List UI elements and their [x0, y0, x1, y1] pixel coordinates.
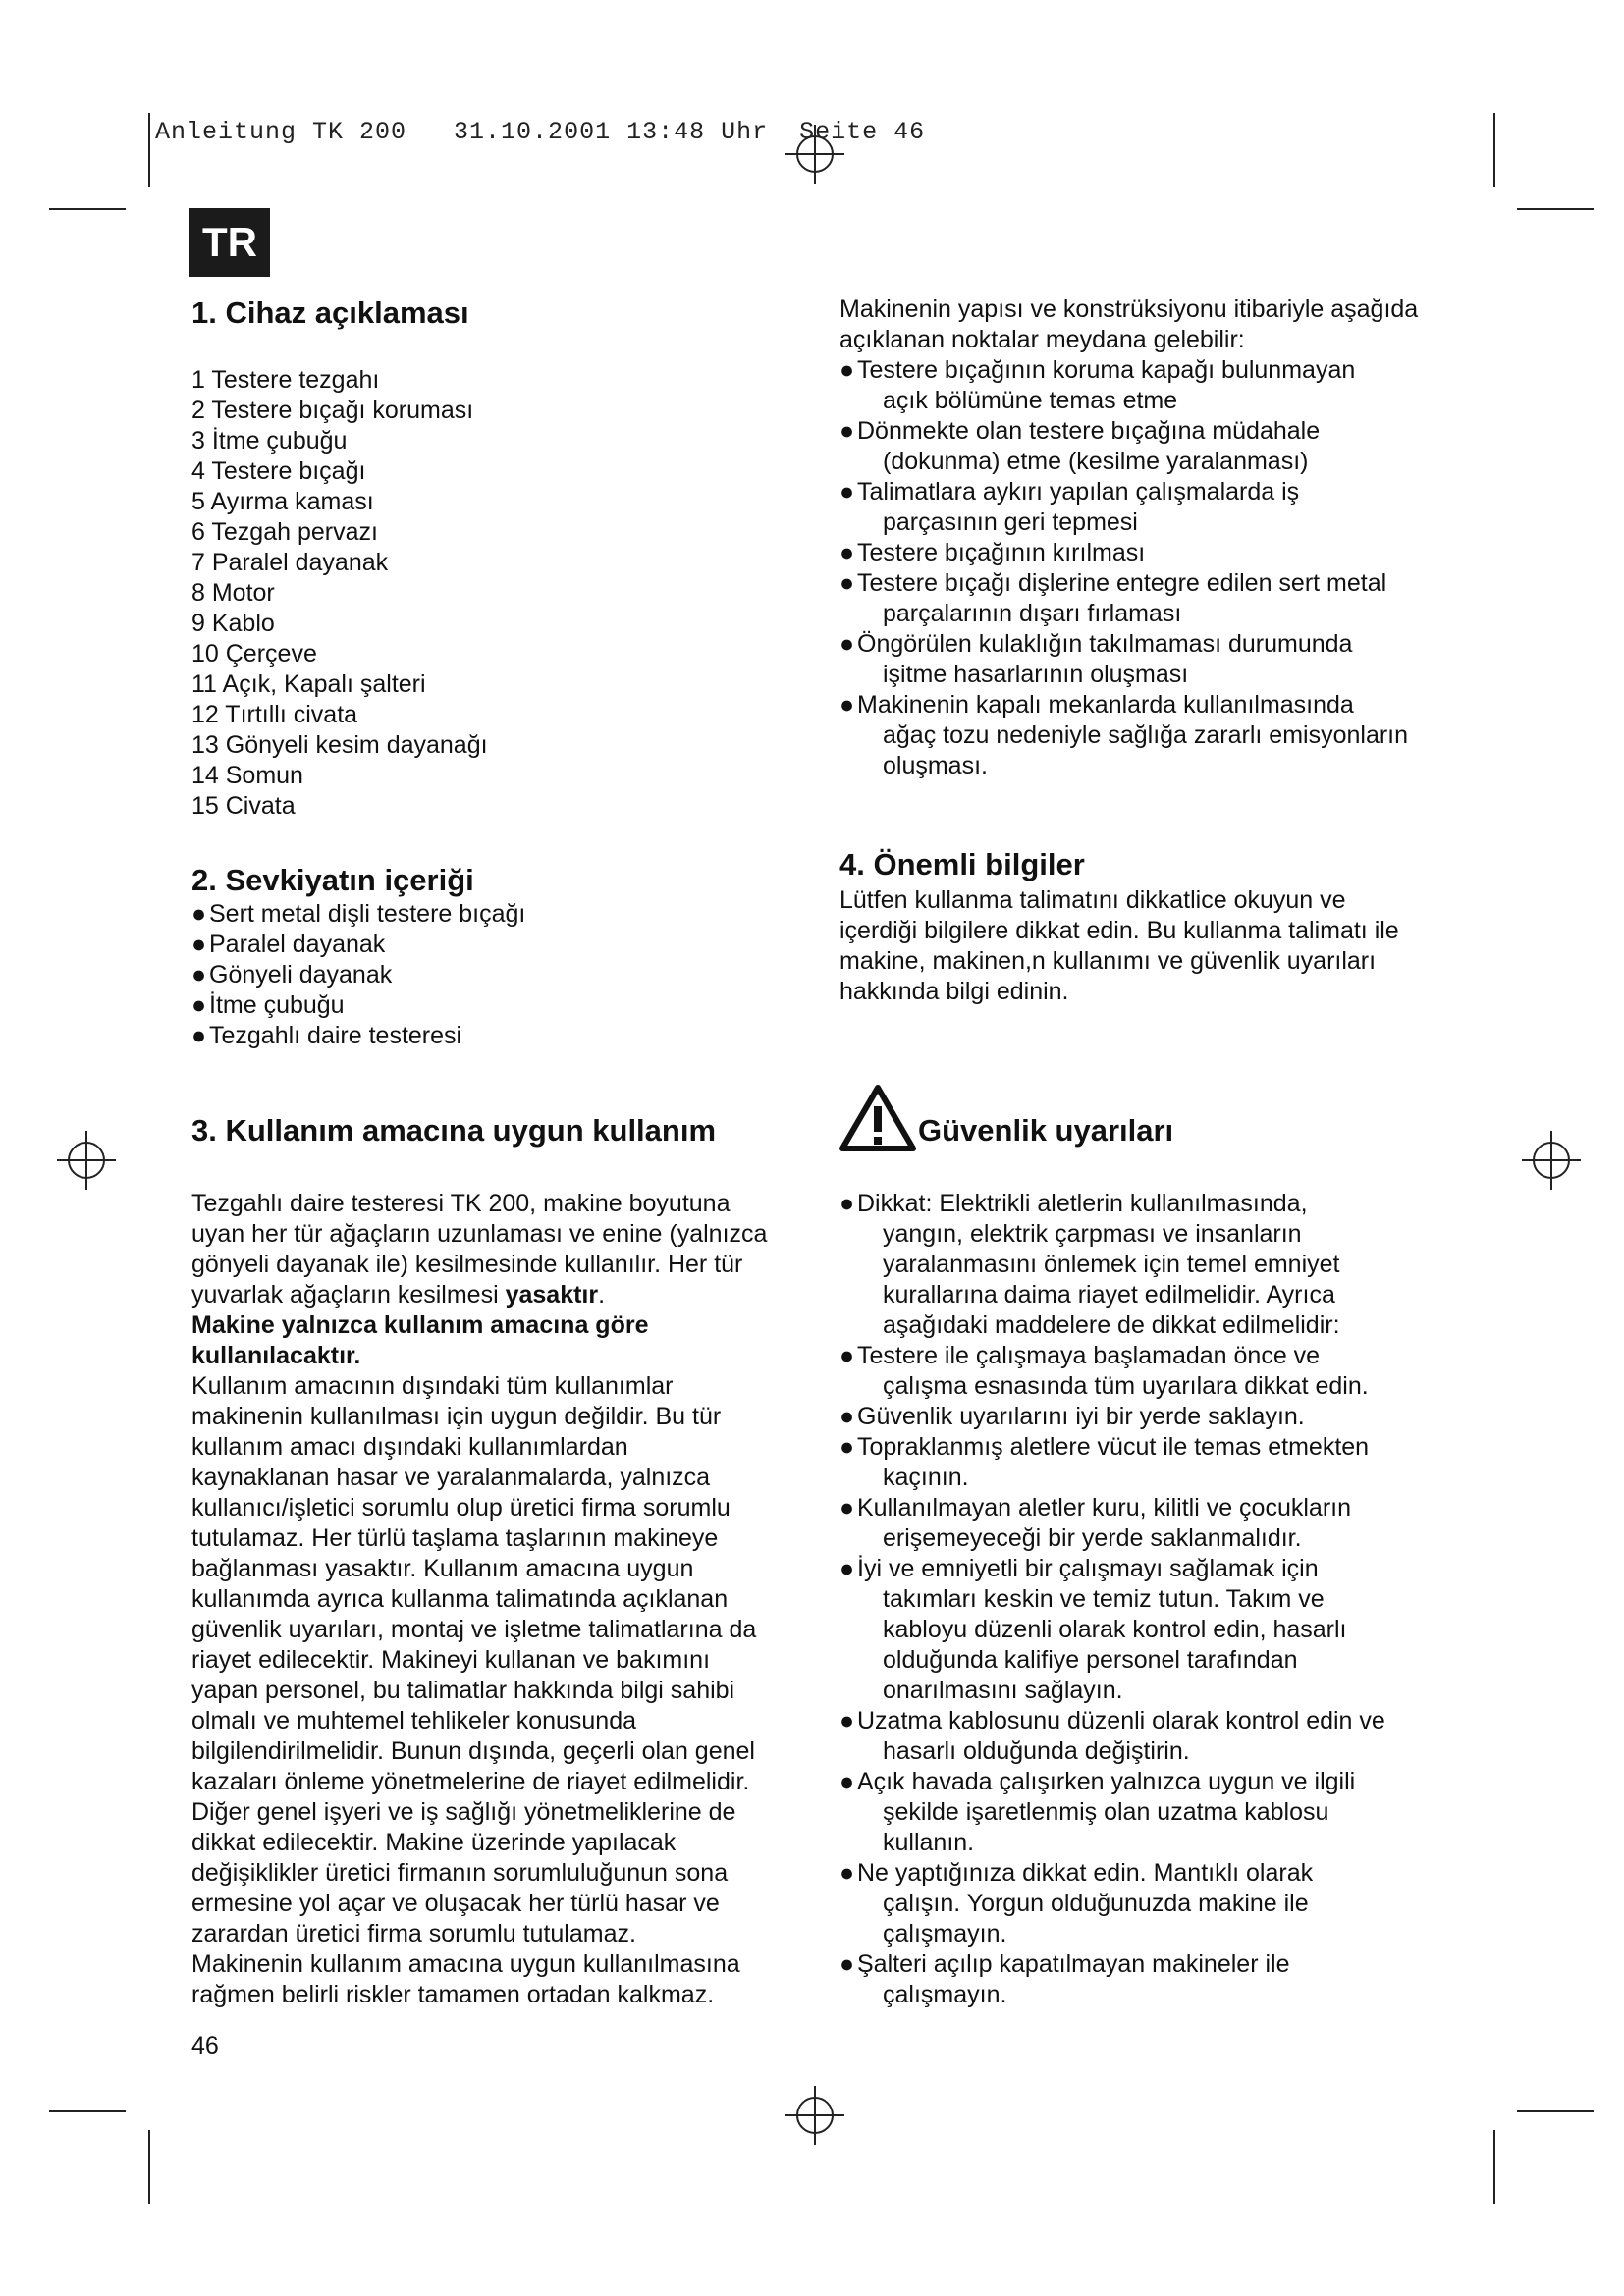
bullet-continuation: olduğunda kalifiye personel tarafından [883, 1646, 1298, 1674]
delivery-list [191, 899, 810, 1051]
bullet-continuation: parçalarının dışarı fırlaması [883, 600, 1182, 627]
bullet-text: Topraklanmış aletlere vücut ile temas etmekten [857, 1433, 1370, 1461]
section-important-info [839, 846, 1478, 1007]
bullet-text: Gönyeli dayanak [209, 961, 393, 988]
paragraph-line: bilgilendirilmelidir. Bunun dışında, geçerli olan genel [191, 1737, 755, 1765]
bullet-item [191, 990, 810, 1021]
bullet-continuation: işitme hasarlarının oluşması [883, 661, 1189, 688]
section-residual-risks [839, 294, 1478, 781]
paragraph-line: Makinenin yapısı ve konstrüksiyonu itibariyle aşağıda [839, 295, 1419, 323]
bullet-item [191, 899, 810, 930]
bold-notice [191, 1310, 810, 1371]
bullet-icon: ● [839, 1950, 855, 1978]
parts-list-item: 14 Somun [191, 762, 303, 789]
bullet-continuation: yangın, elektrik çarpması ve insanların [883, 1220, 1302, 1248]
section-title: 2. Sevkiyatın içeriği [191, 863, 474, 897]
bullet-text: Testere bıçağının koruma kapağı bulunmayan [857, 356, 1356, 384]
paragraph-line: tutulamaz. Her türlü taşlama taşlarının makineye [191, 1524, 719, 1552]
safety-heading [839, 1085, 1478, 1151]
paragraph-line: makine, makinen,n kullanımı ve güvenlik uyarıları [839, 947, 1377, 975]
paragraph [839, 885, 1478, 1007]
parts-list-item: 2 Testere bıçağı koruması [191, 397, 474, 424]
bullet-continuation: çalışmayın. [883, 1981, 1007, 2008]
paragraph [191, 1189, 810, 1280]
paragraph-line: Makinenin kullanım amacına uygun kullanılmasına [191, 1950, 740, 1978]
paragraph-line: açıklanan noktalar meydana gelebilir: [839, 326, 1245, 353]
paragraph-line: olmalı ve muhtemel tehlikeler konusunda [191, 1707, 637, 1735]
bullet-icon: ● [839, 569, 855, 597]
bullet-continuation: kabloyu düzenli olarak kontrol edin, hasarlı [883, 1616, 1347, 1643]
paragraph-line: ermesine yol açar ve oluşacak her türlü hasar ve [191, 1890, 720, 1917]
paragraph-line: makinenin kullanılması için uygun değildir. Bu tür [191, 1403, 722, 1430]
section-device-description [191, 294, 810, 822]
bullet-text: Açık havada çalışırken yalnızca uygun ve ilgili [857, 1768, 1356, 1795]
bullet-icon: ● [839, 630, 855, 658]
bullet-item [191, 960, 810, 990]
parts-list-item: 10 Çerçeve [191, 640, 317, 667]
parts-list-item: 13 Gönyeli kesim dayanağı [191, 731, 488, 759]
risk-list [839, 355, 1478, 781]
paragraph-line: kullanım amacı dışındaki kullanımlardan [191, 1433, 628, 1461]
crop-mark [49, 208, 126, 210]
parts-list-item: 6 Tezgah pervazı [191, 518, 378, 546]
bullet-text: Paralel dayanak [209, 931, 386, 958]
bullet-item [839, 1949, 1478, 2010]
bullet-text: Güvenlik uyarılarını iyi bir yerde saklayın. [857, 1403, 1305, 1430]
warning-triangle-icon [839, 1085, 916, 1151]
paragraph-line: zarardan üretici firma sorumlu tutulamaz. [191, 1920, 636, 1948]
bullet-text: Sert metal dişli testere bıçağı [209, 900, 526, 928]
bold-line: kullanılacaktır. [191, 1342, 361, 1369]
bullet-text: Şalteri açılıp kapatılmayan makineler ile [857, 1950, 1290, 1978]
paragraph-line: uyan her tür ağaçların uzunlaması ve enine (yalnızca [191, 1220, 768, 1248]
paragraph-line: kazaları önleme yönetmelerine de riayet edilmelidir. [191, 1768, 750, 1795]
bullet-continuation: takımları keskin ve temiz tutun. Takım ve [883, 1585, 1325, 1613]
section-title: 4. Önemli bilgiler [839, 847, 1085, 881]
safety-list [839, 1189, 1478, 2010]
section-intended-use [191, 1112, 810, 2010]
bullet-item [839, 690, 1478, 781]
crop-mark [1517, 2110, 1594, 2112]
paragraph-line: hakkında bilgi edinin. [839, 978, 1069, 1005]
page-number: 46 [191, 2032, 219, 2059]
registration-mark-icon [1522, 1131, 1581, 1190]
bullet-text: Testere bıçağının kırılması [857, 539, 1146, 566]
bullet-icon: ● [839, 1494, 855, 1522]
parts-list-item: 9 Kablo [191, 610, 275, 637]
bullet-continuation: oluşması. [883, 752, 988, 779]
bullet-icon: ● [839, 478, 855, 506]
paragraph-line: yapan personel, bu talimatlar hakkında bilgi sahibi [191, 1677, 735, 1704]
section-title: 1. Cihaz açıklaması [191, 295, 469, 330]
paragraph-line: gönyeli dayanak ile) kesilmesinde kullanılır. Her tür [191, 1251, 743, 1278]
section-title: 3. Kullanım amacına uygun kullanım [191, 1113, 717, 1148]
bullet-text: Dikkat: Elektrikli aletlerin kullanılmasında, [857, 1190, 1308, 1217]
parts-list-item: 12 Tırtıllı civata [191, 701, 358, 728]
paragraph-line: bağlanması yasaktır. Kullanım amacına uygun [191, 1555, 694, 1582]
bold-line: Makine yalnızca kullanım amacına göre [191, 1311, 649, 1339]
bullet-continuation: hasarlı olduğunda değiştirin. [883, 1737, 1190, 1765]
bullet-icon: ● [839, 539, 855, 566]
bullet-continuation: şekilde işaretlenmiş olan uzatma kablosu [883, 1798, 1329, 1826]
bullet-item [839, 1493, 1478, 1554]
paragraph-line: kaynaklanan hasar ve yaralanmalarda, yalnızca [191, 1464, 711, 1491]
bullet-text: Uzatma kablosunu düzenli olarak kontrol edin ve [857, 1707, 1385, 1735]
crop-mark [148, 2130, 150, 2204]
bullet-text: Testere bıçağı dişlerine entegre edilen sert metal [857, 569, 1387, 597]
bullet-icon: ● [191, 1022, 207, 1049]
paragraph-line: kullanıcı/işletici sorumlu olup üretici firma sorumlu [191, 1494, 731, 1522]
bullet-icon: ● [839, 417, 855, 445]
bullet-continuation: kurallarına daima riayet edilmelidir. Ayrıca [883, 1281, 1335, 1308]
bullet-icon: ● [191, 961, 207, 988]
bullet-text: Tezgahlı daire testeresi [209, 1022, 462, 1049]
bullet-continuation: açık bölümüne temas etme [883, 387, 1178, 414]
bullet-icon: ● [839, 1403, 855, 1430]
bullet-item [839, 416, 1478, 477]
language-tag: TR [189, 208, 270, 277]
bullet-text: Kullanılmayan aletler kuru, kilitli ve çocukların [857, 1494, 1351, 1522]
bullet-continuation: çalışmayın. [883, 1920, 1007, 1948]
bullet-continuation: (dokunma) etme (kesilme yaralanması) [883, 448, 1309, 475]
bullet-item [839, 1858, 1478, 1949]
bullet-item [839, 1189, 1478, 1341]
bullet-icon: ● [191, 900, 207, 928]
bullet-item [839, 1706, 1478, 1767]
bullet-continuation: erişemeyeceği bir yerde saklanmalıdır. [883, 1524, 1302, 1552]
registration-mark-icon [57, 1131, 116, 1190]
parts-list [191, 365, 810, 822]
bullet-continuation: parçasının geri tepmesi [883, 508, 1138, 536]
paragraph [839, 294, 1478, 355]
bullet-icon: ● [191, 991, 207, 1019]
bullet-item [191, 1021, 810, 1051]
bullet-text: Testere ile çalışmaya başlamadan önce ve [857, 1342, 1321, 1369]
parts-list-item: 1 Testere tezgahı [191, 366, 380, 394]
paragraph-line: dikkat edilecektir. Makine üzerinde yapılacak [191, 1829, 677, 1856]
paragraph-line: içerdiği bilgilere dikkat edin. Bu kullanma talimatı ile [839, 917, 1399, 944]
parts-list-item: 15 Civata [191, 792, 296, 820]
bullet-continuation: çalışma esnasında tüm uyarılara dikkat edin. [883, 1372, 1369, 1400]
bullet-item [839, 1554, 1478, 1706]
bullet-item [839, 538, 1478, 568]
bullet-icon: ● [839, 1342, 855, 1369]
bullet-text: İtme çubuğu [209, 991, 345, 1019]
paragraph [191, 1371, 810, 2010]
bullet-continuation: ağaç tozu nedeniyle sağlığa zararlı emisyonların [883, 721, 1409, 749]
bullet-continuation: onarılmasını sağlayın. [883, 1677, 1123, 1704]
bullet-icon: ● [839, 1555, 855, 1582]
paragraph-line: Diğer genel işyeri ve iş sağlığı yönetmeliklerine de [191, 1798, 736, 1826]
bullet-item [839, 1402, 1478, 1432]
bullet-continuation: kaçının. [883, 1464, 969, 1491]
bullet-icon: ● [191, 931, 207, 958]
paragraph-line: güvenlik uyarıları, montaj ve işletme talimatlarına da [191, 1616, 757, 1643]
bullet-text: Öngörülen kulaklığın takılmaması durumunda [857, 630, 1353, 658]
bullet-icon: ● [839, 1768, 855, 1795]
bullet-text: Ne yaptığınıza dikkat edin. Mantıklı olarak [857, 1859, 1314, 1887]
bullet-text: Makinenin kapalı mekanlarda kullanılmasında [857, 691, 1354, 719]
bullet-item [839, 568, 1478, 629]
bullet-icon: ● [839, 356, 855, 384]
section-title: Güvenlik uyarıları [918, 1113, 1174, 1148]
bullet-item [839, 1432, 1478, 1493]
bullet-continuation: çalışın. Yorgun olduğunuzda makine ile [883, 1890, 1309, 1917]
bullet-icon: ● [839, 1707, 855, 1735]
section-safety-warnings [839, 1085, 1478, 2010]
paragraph-line: kullanımda ayrıca kullanma talimatında açıklanan [191, 1585, 729, 1613]
paragraph-line: rağmen belirli riskler tamamen ortadan kalkmaz. [191, 1981, 715, 2008]
bullet-icon: ● [839, 691, 855, 719]
bullet-continuation: kullanın. [883, 1829, 975, 1856]
crop-mark [1517, 208, 1594, 210]
section-delivery-contents [191, 862, 810, 1051]
crop-mark [148, 113, 150, 187]
bullet-item [839, 1341, 1478, 1402]
bullet-text: İyi ve emniyetli bir çalışmayı sağlamak için [857, 1555, 1319, 1582]
parts-list-item: 3 İtme çubuğu [191, 427, 348, 454]
paragraph-line: Lütfen kullanma talimatını dikkatlice okuyun ve [839, 886, 1346, 914]
parts-list-item: 5 Ayırma kaması [191, 488, 374, 515]
bullet-icon: ● [839, 1859, 855, 1887]
paragraph-line: riayet edilecektir. Makineyi kullanan ve bakımını [191, 1646, 711, 1674]
bullet-text: Talimatlara aykırı yapılan çalışmalarda iş [857, 478, 1300, 506]
bullet-item [839, 477, 1478, 538]
bullet-item [839, 355, 1478, 416]
paragraph-line: yuvarlak ağaçların kesilmesi yasaktır. [191, 1281, 606, 1308]
bullet-item [191, 930, 810, 960]
running-header: Anleitung TK 200 31.10.2001 13:48 Uhr Seite 46 [155, 118, 926, 146]
crop-mark [49, 2110, 126, 2112]
paragraph-line: değişiklikler üretici firmanın sorumluluğunun sona [191, 1859, 729, 1887]
crop-mark [1493, 113, 1495, 187]
bullet-item [839, 1767, 1478, 1858]
parts-list-item: 8 Motor [191, 579, 275, 607]
bullet-item [839, 629, 1478, 690]
bullet-icon: ● [839, 1190, 855, 1217]
parts-list-item: 7 Paralel dayanak [191, 549, 389, 576]
paragraph-line: Tezgahlı daire testeresi TK 200, makine boyutuna [191, 1190, 731, 1217]
parts-list-item: 11 Açık, Kapalı şalteri [191, 670, 426, 698]
bullet-continuation: yaralanmasını önlemek için temel emniyet [883, 1251, 1340, 1278]
parts-list-item: 4 Testere bıçağı [191, 457, 366, 485]
registration-mark-icon [785, 2086, 844, 2145]
bullet-text: Dönmekte olan testere bıçağına müdahale [857, 417, 1321, 445]
bullet-continuation: aşağıdaki maddelere de dikkat edilmelidir: [883, 1311, 1340, 1339]
paragraph-line: Kullanım amacının dışındaki tüm kullanımlar [191, 1372, 674, 1400]
bullet-icon: ● [839, 1433, 855, 1461]
crop-mark [1493, 2130, 1495, 2204]
